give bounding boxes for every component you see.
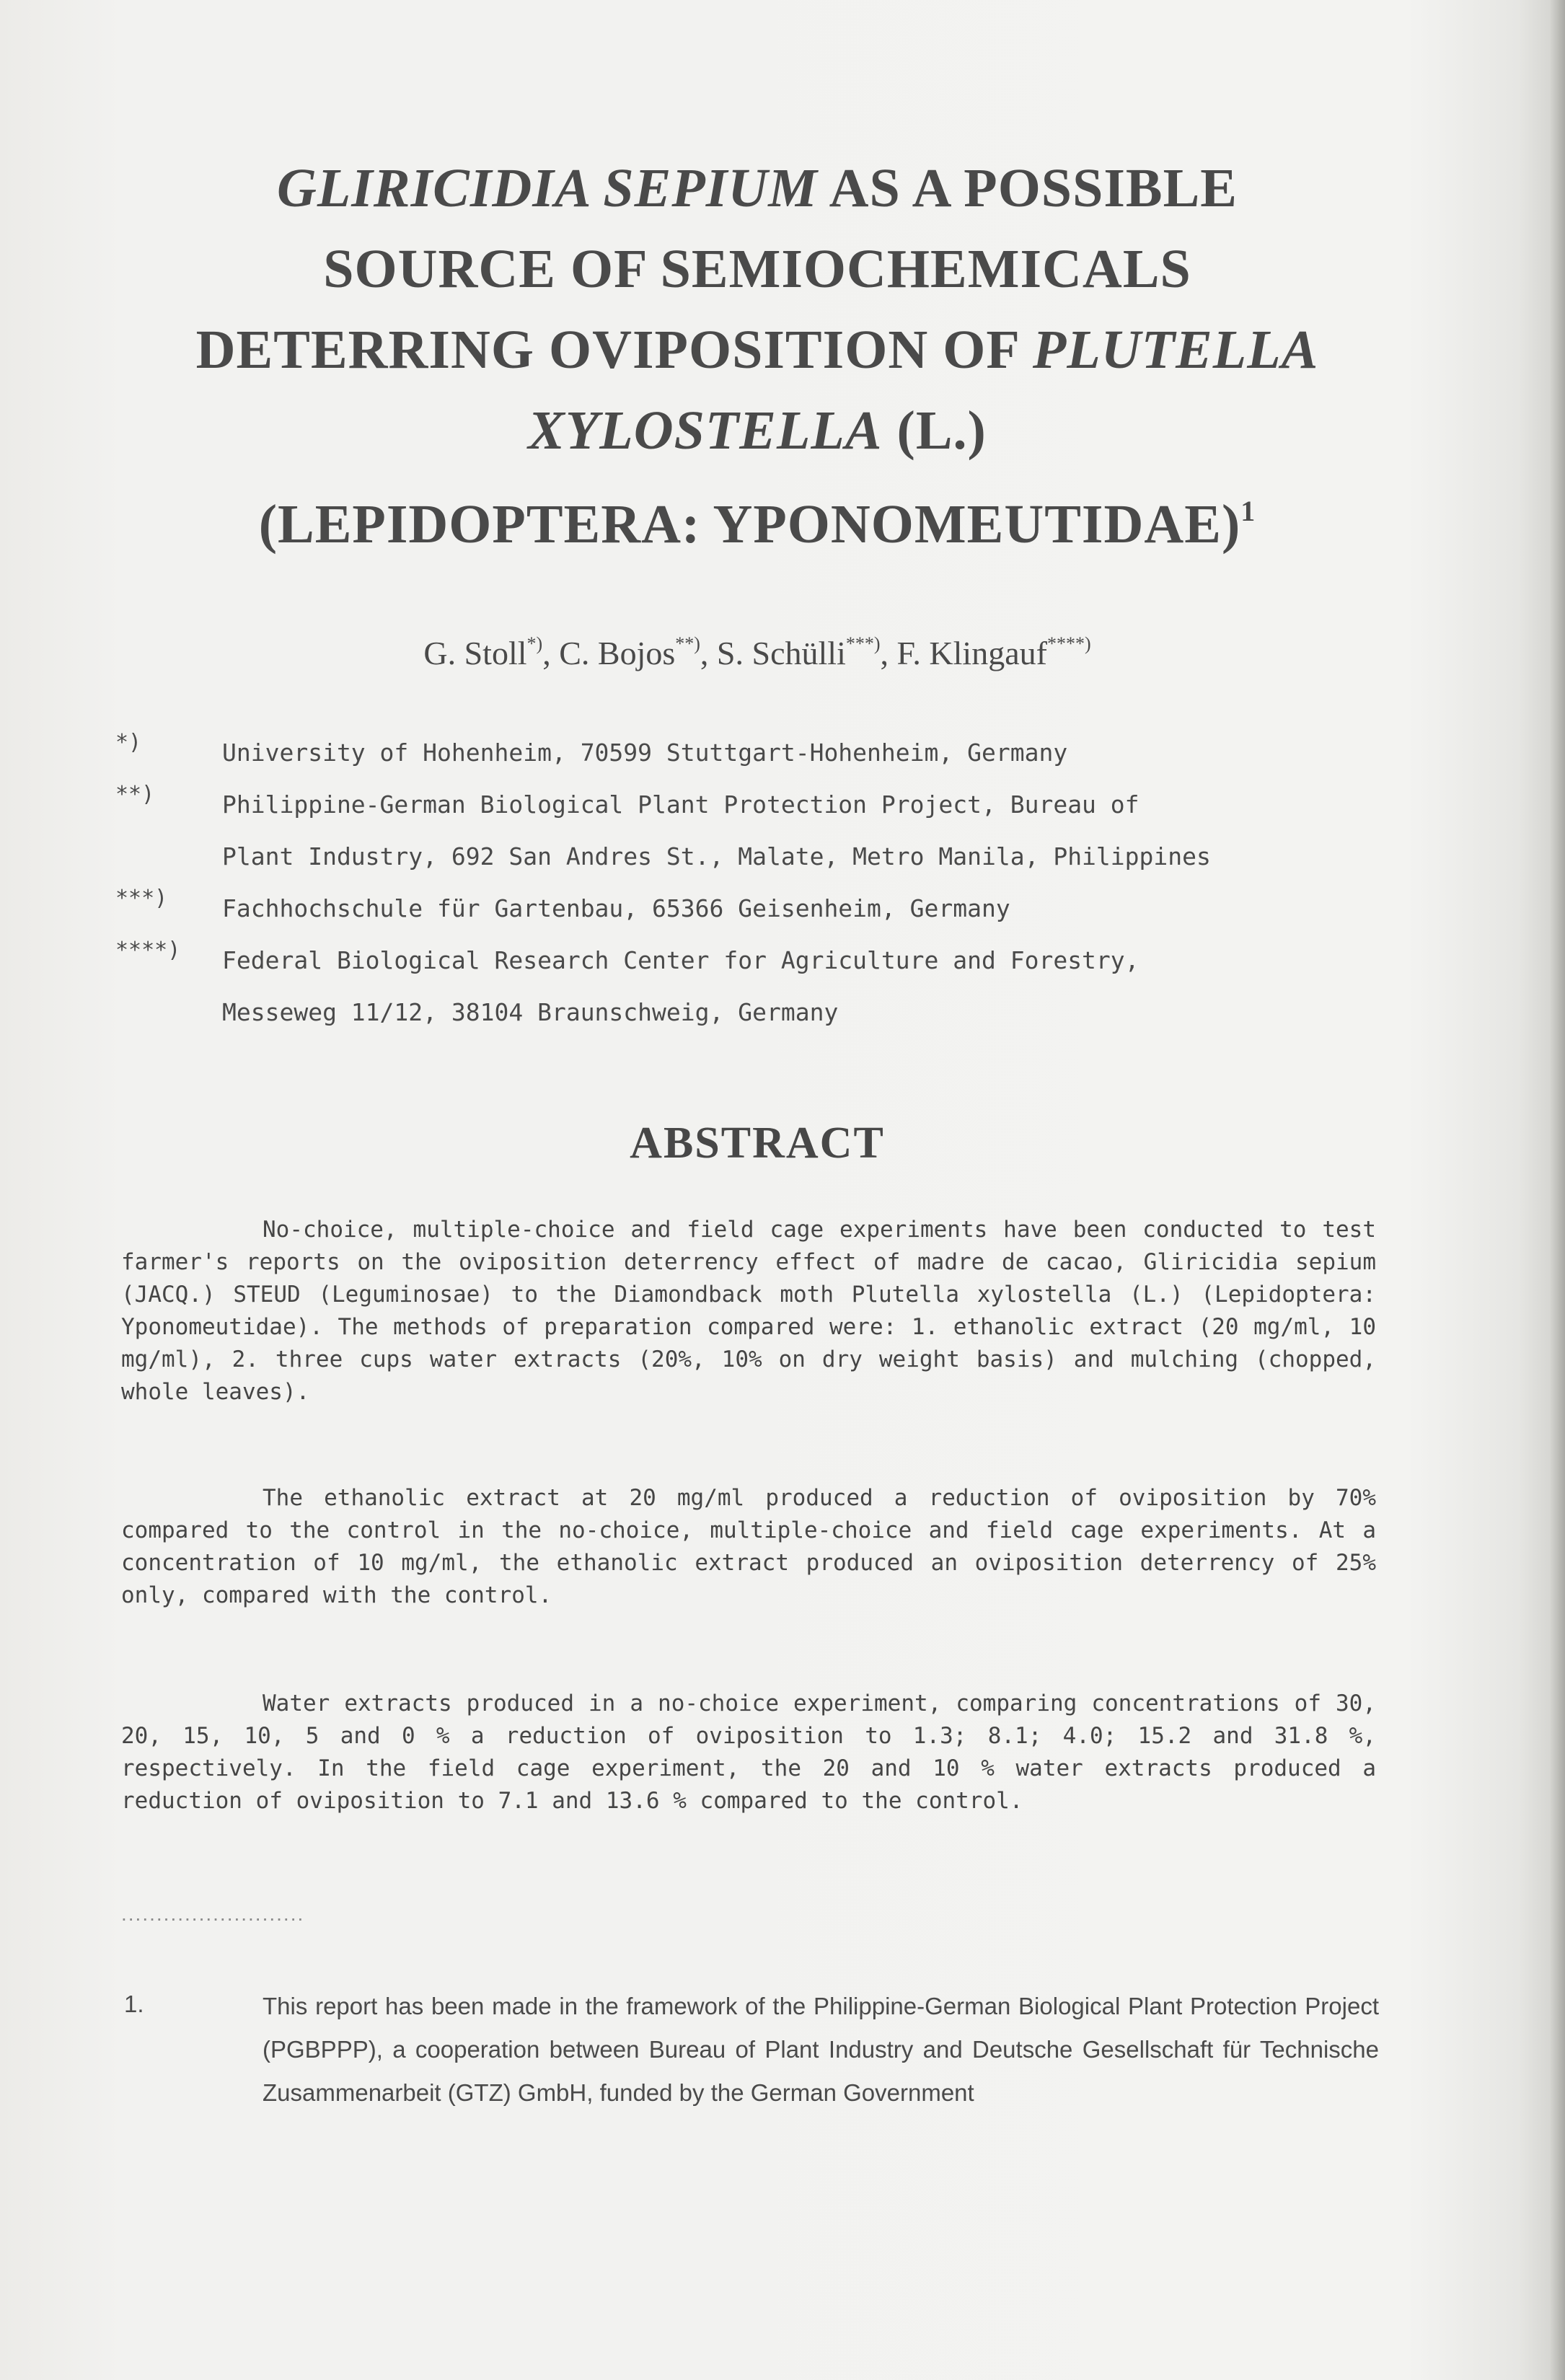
author: S. Schülli***), bbox=[716, 633, 897, 671]
author: F. Klingauf****) bbox=[896, 633, 1091, 671]
footnote-separator: .......................... bbox=[121, 1903, 305, 1925]
affiliation-mark: ***) bbox=[115, 886, 168, 911]
abstract-heading: ABSTRACT bbox=[630, 1119, 885, 1168]
footnote-text: This report has been made in the framework of the Philippine-German Biological Plant Protection Project (PGBPPP), a cooperation between Bureau of Plant Industry and Deutsche Gesellschaft für Technische Zusammenarbeit (GTZ) GmbH, funded by the German Government bbox=[263, 1993, 1379, 2106]
affiliation-mark: ****) bbox=[115, 938, 181, 963]
title-line-2: SOURCE OF SEMIOCHEMICALS bbox=[323, 239, 1191, 299]
title-line-1: GLIRICIDIA SEPIUM AS A POSSIBLE bbox=[277, 158, 1238, 219]
affiliation-list bbox=[115, 727, 1385, 1039]
page-edge-shadow bbox=[1549, 0, 1565, 2380]
title-line-3: DETERRING OVIPOSITION OF PLUTELLA bbox=[195, 319, 1319, 380]
author-list bbox=[108, 633, 1406, 672]
abstract-paragraph-2: The ethanolic extract at 20 mg/ml produced a reduction of oviposition by 70% compared to the control in the no-choice, multiple-choice and field cage experiments. At a concentration of 10 mg/ml, the ethanolic extract produced an oviposition deterrency of 25% only, compared with the control. bbox=[121, 1485, 1376, 1608]
affiliation-item: ****) Federal Biological Research Center for Agriculture and Forestry, Messeweg 11/12, 38104 Braunschweig, Germany bbox=[115, 935, 1385, 1039]
affiliation-item: **) Philippine-German Biological Plant Protection Project, Bureau of Plant Industry, 692 San Andres St., Malate, Metro Manila, Philippines bbox=[115, 779, 1385, 883]
affiliation-item: *) University of Hohenheim, 70599 Stuttgart-Hohenheim, Germany bbox=[115, 727, 1385, 779]
abstract-paragraph-3: Water extracts produced in a no-choice experiment, comparing concentrations of 30, 20, 15, 10, 5 and 0 % a reduction of oviposition to 1.3; 8.1; 4.0; 15.2 and 31.8 %, respectively. In the field cage experiment, the 20 and 10 % water extracts produced a reduction of oviposition to 7.1 and 13.6 % compared to the control. bbox=[121, 1691, 1376, 1814]
affiliation-item: ***) Fachhochschule für Gartenbau, 65366 Geisenheim, Germany bbox=[115, 883, 1385, 935]
title-line-5: (LEPIDOPTERA: YPONOMEUTIDAE)$^1$ bbox=[258, 494, 1256, 555]
author: G. Stoll*), bbox=[423, 633, 560, 671]
title-line-4: XYLOSTELLA (L.) bbox=[528, 400, 987, 461]
author: C. Bojos**), bbox=[559, 633, 717, 671]
footnote-number: 1. bbox=[124, 1991, 144, 2017]
title-footnote-mark: 1 bbox=[1240, 495, 1256, 527]
abstract-paragraph-1: No-choice, multiple-choice and field cage experiments have been conducted to test farmer's reports on the oviposition deterrency effect of madre de cacao, Gliricidia sepium (JACQ.) STEUD (Leguminosae) to the Diamondback moth Plutella xylostella (L.) (Lepidoptera: Yponomeutidae). The methods of preparation compared were: 1. ethanolic extract (20 mg/ml, 10 mg/ml), 2. three cups water extracts (20%, 10% on dry weight basis) and mulching (chopped, whole leaves). bbox=[121, 1217, 1376, 1405]
affiliation-mark: **) bbox=[115, 782, 155, 807]
paper-title bbox=[108, 148, 1406, 565]
affiliation-mark: *) bbox=[115, 730, 142, 755]
